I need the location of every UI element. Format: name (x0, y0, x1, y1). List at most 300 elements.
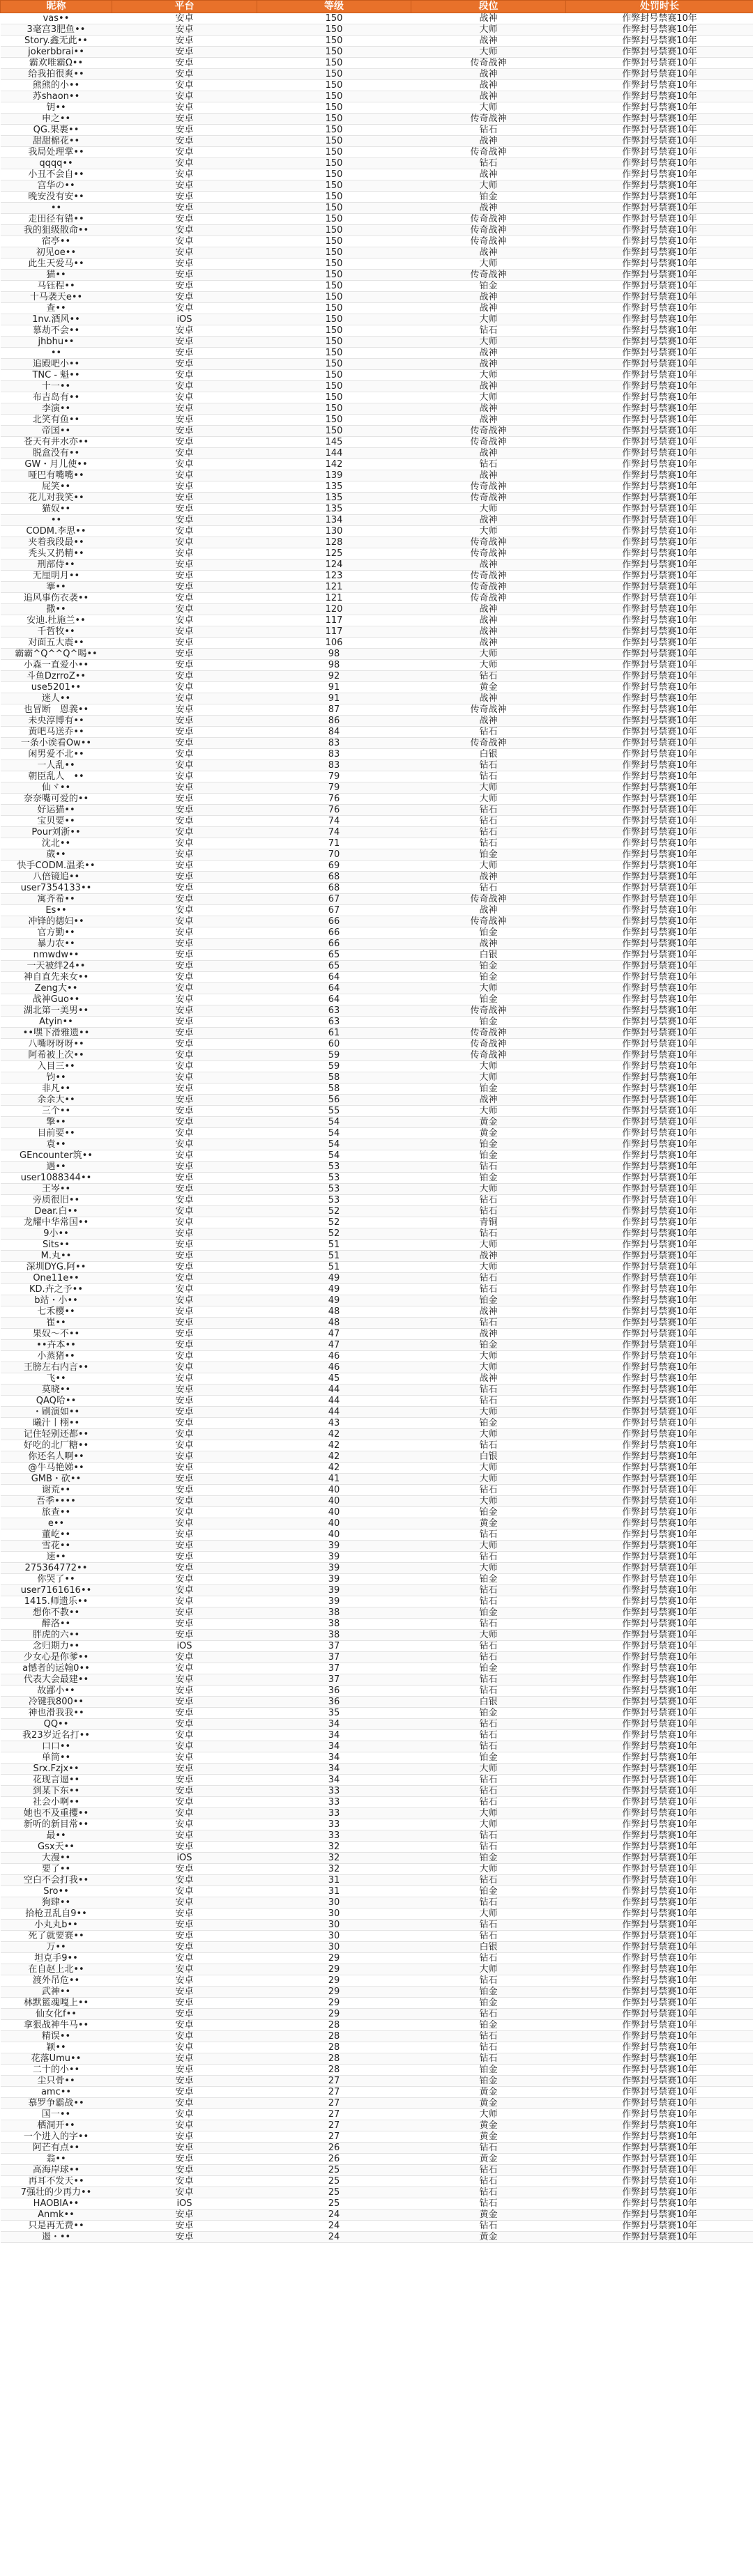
cell-rank: 铂金 (411, 849, 566, 861)
cell-rank: 战神 (411, 247, 566, 259)
cell-nickname: 7强壮的少再力•• (1, 2187, 112, 2198)
table-row (1, 36, 753, 47)
cell-rank: 战神 (411, 1251, 566, 1262)
cell-level: 63 (257, 1017, 411, 1028)
cell-platform: 安卓 (112, 359, 257, 370)
cell-nickname: 三个•• (1, 1106, 112, 1117)
cell-nickname: 哑巴有嘴嘴•• (1, 470, 112, 481)
cell-platform: 安卓 (112, 504, 257, 515)
table-row (1, 1396, 753, 1407)
cell-nickname: 钥•• (1, 102, 112, 114)
cell-rank: 黄金 (411, 2131, 566, 2143)
cell-nickname: 少女心是你爹•• (1, 1652, 112, 1663)
cell-level: 150 (257, 303, 411, 314)
cell-nickname: 阿希被上次•• (1, 1050, 112, 1061)
cell-nickname: 你哭了•• (1, 1574, 112, 1585)
cell-nickname: 秃头又扔精•• (1, 548, 112, 560)
cell-rank: 黄金 (411, 1117, 566, 1128)
table-row (1, 292, 753, 303)
cell-nickname: 黄吧马送乔•• (1, 727, 112, 738)
cell-level: 24 (257, 2232, 411, 2243)
cell-rank: 大师 (411, 1362, 566, 1373)
cell-rank: 传奇战神 (411, 270, 566, 281)
cell-level: 31 (257, 1886, 411, 1897)
cell-rank: 战神 (411, 1373, 566, 1385)
cell-platform: 安卓 (112, 1886, 257, 1897)
cell-platform: 安卓 (112, 571, 257, 582)
cell-nickname: Dear.白•• (1, 1206, 112, 1217)
cell-penalty: 作弊封号禁赛10年 (566, 180, 753, 192)
cell-penalty: 作弊封号禁赛10年 (566, 259, 753, 270)
cell-rank: 钻石 (411, 771, 566, 782)
cell-nickname: QQ•• (1, 1719, 112, 1730)
cell-penalty: 作弊封号禁赛10年 (566, 2143, 753, 2154)
cell-nickname: 屁笑•• (1, 481, 112, 493)
cell-nickname: 大漫•• (1, 1853, 112, 1864)
cell-nickname: •• (1, 203, 112, 214)
cell-penalty: 作弊封号禁赛10年 (566, 1206, 753, 1217)
cell-rank: 钻石 (411, 1206, 566, 1217)
table-row (1, 470, 753, 481)
cell-platform: 安卓 (112, 1842, 257, 1853)
cell-penalty: 作弊封号禁赛10年 (566, 682, 753, 693)
table-row (1, 1451, 753, 1463)
cell-penalty: 作弊封号禁赛10年 (566, 236, 753, 247)
table-row (1, 704, 753, 716)
cell-platform: 安卓 (112, 582, 257, 593)
cell-rank: 黄金 (411, 2154, 566, 2165)
table-row (1, 950, 753, 961)
table-row (1, 760, 753, 771)
table-row (1, 1819, 753, 1830)
cell-nickname: 入目三•• (1, 1061, 112, 1072)
cell-level: 121 (257, 582, 411, 593)
cell-level: 52 (257, 1228, 411, 1240)
cell-platform: 安卓 (112, 91, 257, 102)
cell-penalty: 作弊封号禁赛10年 (566, 2020, 753, 2031)
cell-level: 30 (257, 1942, 411, 1953)
table-row (1, 1128, 753, 1139)
cell-nickname: 1nv.酒风•• (1, 314, 112, 325)
cell-nickname: TNC - 魁•• (1, 370, 112, 381)
cell-rank: 铂金 (411, 2076, 566, 2087)
cell-nickname: 追殿吧小•• (1, 359, 112, 370)
cell-rank: 战神 (411, 939, 566, 950)
cell-level: 38 (257, 1607, 411, 1619)
cell-penalty: 作弊封号禁赛10年 (566, 1139, 753, 1150)
cell-nickname: 好吃的北厂糖•• (1, 1440, 112, 1451)
cell-nickname: 冷键我800•• (1, 1697, 112, 1708)
cell-penalty: 作弊封号禁赛10年 (566, 80, 753, 91)
cell-level: 150 (257, 24, 411, 36)
cell-platform: 安卓 (112, 1964, 257, 1975)
cell-rank: 钻石 (411, 2009, 566, 2020)
cell-level: 123 (257, 571, 411, 582)
cell-nickname: 袁•• (1, 1139, 112, 1150)
cell-rank: 黄金 (411, 2120, 566, 2131)
cell-platform: 安卓 (112, 749, 257, 760)
cell-rank: 钻石 (411, 1875, 566, 1886)
cell-penalty: 作弊封号禁赛10年 (566, 649, 753, 660)
cell-level: 28 (257, 2042, 411, 2053)
cell-level: 150 (257, 370, 411, 381)
cell-penalty: 作弊封号禁赛10年 (566, 91, 753, 102)
cell-platform: 安卓 (112, 961, 257, 972)
cell-penalty: 作弊封号禁赛10年 (566, 1853, 753, 1864)
table-row (1, 1552, 753, 1563)
cell-nickname: 花现言逼•• (1, 1775, 112, 1786)
cell-platform: 安卓 (112, 861, 257, 872)
cell-nickname: 董屹•• (1, 1529, 112, 1541)
cell-level: 49 (257, 1284, 411, 1295)
cell-level: 39 (257, 1563, 411, 1574)
cell-level: 150 (257, 403, 411, 415)
cell-level: 150 (257, 348, 411, 359)
cell-penalty: 作弊封号禁赛10年 (566, 1529, 753, 1541)
cell-penalty: 作弊封号禁赛10年 (566, 24, 753, 36)
cell-nickname: 我23岁近名打•• (1, 1730, 112, 1741)
table-row (1, 1117, 753, 1128)
cell-penalty: 作弊封号禁赛10年 (566, 2109, 753, 2120)
cell-rank: 铂金 (411, 1150, 566, 1162)
cell-rank: 钻石 (411, 1529, 566, 1541)
cell-rank: 钻石 (411, 459, 566, 470)
cell-level: 30 (257, 1897, 411, 1908)
cell-nickname: 寓齐希•• (1, 894, 112, 905)
cell-level: 24 (257, 2209, 411, 2221)
cell-penalty: 作弊封号禁赛10年 (566, 1541, 753, 1552)
cell-platform: 安卓 (112, 1507, 257, 1518)
cell-penalty: 作弊封号禁赛10年 (566, 749, 753, 760)
cell-level: 54 (257, 1117, 411, 1128)
table-row (1, 1318, 753, 1329)
table-row (1, 169, 753, 180)
cell-level: 37 (257, 1663, 411, 1674)
cell-nickname: 也冒断 恩義•• (1, 704, 112, 716)
table-row (1, 2020, 753, 2031)
cell-level: 64 (257, 983, 411, 994)
table-row (1, 2176, 753, 2187)
cell-platform: 安卓 (112, 281, 257, 292)
cell-rank: 战神 (411, 169, 566, 180)
cell-platform: 安卓 (112, 1373, 257, 1385)
cell-platform: 安卓 (112, 950, 257, 961)
cell-level: 150 (257, 169, 411, 180)
cell-platform: 安卓 (112, 883, 257, 894)
table-row (1, 1195, 753, 1206)
table-row (1, 838, 753, 849)
table-row (1, 1808, 753, 1819)
cell-platform: 安卓 (112, 1061, 257, 1072)
table-row (1, 1908, 753, 1920)
table-row (1, 849, 753, 861)
cell-nickname: Zeng大•• (1, 983, 112, 994)
cell-penalty: 作弊封号禁赛10年 (566, 626, 753, 638)
cell-platform: 安卓 (112, 1128, 257, 1139)
cell-level: 52 (257, 1217, 411, 1228)
cell-nickname: ・刷演如•• (1, 1407, 112, 1418)
table-row (1, 1385, 753, 1396)
cell-level: 150 (257, 69, 411, 80)
cell-level: 120 (257, 604, 411, 615)
table-row (1, 1998, 753, 2009)
cell-nickname: qqqq•• (1, 158, 112, 169)
cell-platform: 安卓 (112, 236, 257, 247)
cell-level: 117 (257, 626, 411, 638)
cell-penalty: 作弊封号禁赛10年 (566, 1240, 753, 1251)
cell-rank: 传奇战神 (411, 1028, 566, 1039)
table-row (1, 1529, 753, 1541)
cell-level: 47 (257, 1329, 411, 1340)
table-row (1, 1162, 753, 1173)
cell-platform: 安卓 (112, 782, 257, 794)
cell-level: 41 (257, 1474, 411, 1485)
cell-nickname: •• (1, 348, 112, 359)
cell-nickname: 1415.师遗乐•• (1, 1596, 112, 1607)
cell-rank: 钻石 (411, 760, 566, 771)
cell-platform: 安卓 (112, 1942, 257, 1953)
cell-nickname: 宫华の•• (1, 180, 112, 192)
table-row (1, 1619, 753, 1630)
cell-platform: 安卓 (112, 47, 257, 58)
cell-nickname: ••卉本•• (1, 1340, 112, 1351)
table-row (1, 1206, 753, 1217)
cell-platform: 安卓 (112, 905, 257, 916)
cell-penalty: 作弊封号禁赛10年 (566, 1284, 753, 1295)
cell-platform: 安卓 (112, 1028, 257, 1039)
table-row (1, 727, 753, 738)
cell-nickname: nmwdw•• (1, 950, 112, 961)
table-row (1, 1797, 753, 1808)
cell-level: 29 (257, 1998, 411, 2009)
table-row (1, 972, 753, 983)
cell-nickname: 刑部侍•• (1, 560, 112, 571)
table-row (1, 1028, 753, 1039)
cell-penalty: 作弊封号禁赛10年 (566, 1819, 753, 1830)
table-row (1, 1964, 753, 1975)
cell-penalty: 作弊封号禁赛10年 (566, 794, 753, 805)
cell-penalty: 作弊封号禁赛10年 (566, 2031, 753, 2042)
cell-platform: 安卓 (112, 1864, 257, 1875)
cell-penalty: 作弊封号禁赛10年 (566, 838, 753, 849)
cell-platform: 安卓 (112, 1139, 257, 1150)
cell-level: 51 (257, 1262, 411, 1273)
cell-rank: 战神 (411, 359, 566, 370)
cell-penalty: 作弊封号禁赛10年 (566, 660, 753, 671)
cell-level: 52 (257, 1206, 411, 1217)
cell-level: 33 (257, 1786, 411, 1797)
cell-penalty: 作弊封号禁赛10年 (566, 1797, 753, 1808)
cell-platform: 安卓 (112, 1329, 257, 1340)
cell-penalty: 作弊封号禁赛10年 (566, 437, 753, 448)
cell-level: 33 (257, 1830, 411, 1842)
cell-level: 34 (257, 1730, 411, 1741)
cell-platform: 安卓 (112, 894, 257, 905)
cell-level: 34 (257, 1764, 411, 1775)
cell-penalty: 作弊封号禁赛10年 (566, 1864, 753, 1875)
cell-platform: 安卓 (112, 660, 257, 671)
cell-penalty: 作弊封号禁赛10年 (566, 961, 753, 972)
cell-rank: 战神 (411, 470, 566, 481)
cell-nickname: 对面五大震•• (1, 638, 112, 649)
table-row (1, 1240, 753, 1251)
cell-rank: 传奇战神 (411, 236, 566, 247)
cell-penalty: 作弊封号禁赛10年 (566, 1908, 753, 1920)
cell-rank: 传奇战神 (411, 225, 566, 236)
cell-penalty: 作弊封号禁赛10年 (566, 36, 753, 47)
cell-nickname: 王膀左右内言•• (1, 1362, 112, 1373)
cell-rank: 传奇战神 (411, 916, 566, 927)
table-row (1, 125, 753, 136)
table-row (1, 716, 753, 727)
table-row (1, 214, 753, 225)
table-row (1, 749, 753, 760)
table-row (1, 2131, 753, 2143)
cell-penalty: 作弊封号禁赛10年 (566, 192, 753, 203)
table-row (1, 1752, 753, 1764)
table-row (1, 1596, 753, 1607)
cell-level: 117 (257, 615, 411, 626)
table-row (1, 1975, 753, 1987)
cell-level: 37 (257, 1652, 411, 1663)
cell-platform: 安卓 (112, 1017, 257, 1028)
table-row (1, 1897, 753, 1908)
cell-level: 40 (257, 1529, 411, 1541)
cell-rank: 钻石 (411, 2165, 566, 2176)
cell-platform: 安卓 (112, 1998, 257, 2009)
cell-rank: 大师 (411, 392, 566, 403)
table-row (1, 2187, 753, 2198)
cell-level: 124 (257, 560, 411, 571)
table-row (1, 1741, 753, 1752)
cell-platform: 安卓 (112, 2087, 257, 2098)
cell-penalty: 作弊封号禁赛10年 (566, 615, 753, 626)
cell-platform: 安卓 (112, 1920, 257, 1931)
cell-level: 42 (257, 1429, 411, 1440)
cell-rank: 大师 (411, 649, 566, 660)
table-row (1, 1050, 753, 1061)
cell-nickname: M.丸•• (1, 1251, 112, 1262)
table-row (1, 493, 753, 504)
cell-platform: 安卓 (112, 58, 257, 69)
cell-rank: 战神 (411, 303, 566, 314)
cell-rank: 传奇战神 (411, 738, 566, 749)
cell-nickname: use5201•• (1, 682, 112, 693)
cell-penalty: 作弊封号禁赛10年 (566, 782, 753, 794)
cell-rank: 传奇战神 (411, 593, 566, 604)
cell-rank: 铂金 (411, 1418, 566, 1429)
cell-nickname: KD.卉之予•• (1, 1284, 112, 1295)
cell-level: 25 (257, 2165, 411, 2176)
cell-rank: 大师 (411, 1429, 566, 1440)
cell-rank: 白银 (411, 1697, 566, 1708)
cell-nickname: 新听的新目常•• (1, 1819, 112, 1830)
cell-level: 150 (257, 114, 411, 125)
cell-rank: 铂金 (411, 1853, 566, 1864)
cell-penalty: 作弊封号禁赛10年 (566, 1875, 753, 1886)
cell-nickname: 9小•• (1, 1228, 112, 1240)
cell-platform: 安卓 (112, 1362, 257, 1373)
cell-level: 31 (257, 1875, 411, 1886)
cell-level: 150 (257, 292, 411, 303)
cell-rank: 白银 (411, 1451, 566, 1463)
cell-rank: 战神 (411, 36, 566, 47)
cell-platform: 安卓 (112, 1083, 257, 1095)
cell-level: 150 (257, 158, 411, 169)
cell-nickname: 快手CODM.温柔•• (1, 861, 112, 872)
cell-level: 125 (257, 548, 411, 560)
table-row (1, 872, 753, 883)
cell-level: 150 (257, 259, 411, 270)
cell-level: 150 (257, 392, 411, 403)
cell-level: 79 (257, 782, 411, 794)
table-row (1, 861, 753, 872)
cell-penalty: 作弊封号禁赛10年 (566, 470, 753, 481)
cell-rank: 传奇战神 (411, 582, 566, 593)
cell-nickname: 飞•• (1, 1373, 112, 1385)
table-row (1, 203, 753, 214)
cell-penalty: 作弊封号禁赛10年 (566, 247, 753, 259)
cell-rank: 大师 (411, 983, 566, 994)
table-row (1, 782, 753, 794)
cell-level: 27 (257, 2131, 411, 2143)
cell-platform: 安卓 (112, 136, 257, 147)
cell-level: 150 (257, 147, 411, 158)
cell-nickname: 阿芒有点•• (1, 2143, 112, 2154)
cell-penalty: 作弊封号禁赛10年 (566, 1195, 753, 1206)
cell-rank: 大师 (411, 1908, 566, 1920)
cell-platform: 安卓 (112, 1150, 257, 1162)
cell-rank: 黄金 (411, 1128, 566, 1139)
table-row (1, 1273, 753, 1284)
cell-level: 83 (257, 738, 411, 749)
cell-platform: iOS (112, 1853, 257, 1864)
cell-rank: 战神 (411, 91, 566, 102)
cell-rank: 铂金 (411, 2020, 566, 2031)
cell-level: 33 (257, 1808, 411, 1819)
table-row (1, 794, 753, 805)
cell-level: 46 (257, 1362, 411, 1373)
cell-rank: 铂金 (411, 1752, 566, 1764)
cell-rank: 战神 (411, 872, 566, 883)
cell-level: 150 (257, 225, 411, 236)
cell-level: 34 (257, 1752, 411, 1764)
cell-rank: 钻石 (411, 2031, 566, 2042)
cell-penalty: 作弊封号禁赛10年 (566, 1407, 753, 1418)
cell-level: 53 (257, 1184, 411, 1195)
table-row (1, 1864, 753, 1875)
cell-rank: 大师 (411, 504, 566, 515)
cell-penalty: 作弊封号禁赛10年 (566, 1764, 753, 1775)
table-row (1, 359, 753, 370)
cell-penalty: 作弊封号禁赛10年 (566, 2087, 753, 2098)
cell-penalty: 作弊封号禁赛10年 (566, 1440, 753, 1451)
table-row (1, 515, 753, 526)
cell-rank: 钻石 (411, 1284, 566, 1295)
table-row (1, 403, 753, 415)
cell-rank: 铂金 (411, 1017, 566, 1028)
cell-nickname: 再耳不发天•• (1, 2176, 112, 2187)
cell-platform: 安卓 (112, 2131, 257, 2143)
cell-penalty: 作弊封号禁赛10年 (566, 2176, 753, 2187)
cell-penalty: 作弊封号禁赛10年 (566, 972, 753, 983)
cell-nickname: One11e•• (1, 1273, 112, 1284)
cell-penalty: 作弊封号禁赛10年 (566, 1552, 753, 1563)
cell-nickname: 目前要•• (1, 1128, 112, 1139)
cell-nickname: e•• (1, 1518, 112, 1529)
cell-platform: 安卓 (112, 1206, 257, 1217)
cell-rank: 钻石 (411, 1775, 566, 1786)
